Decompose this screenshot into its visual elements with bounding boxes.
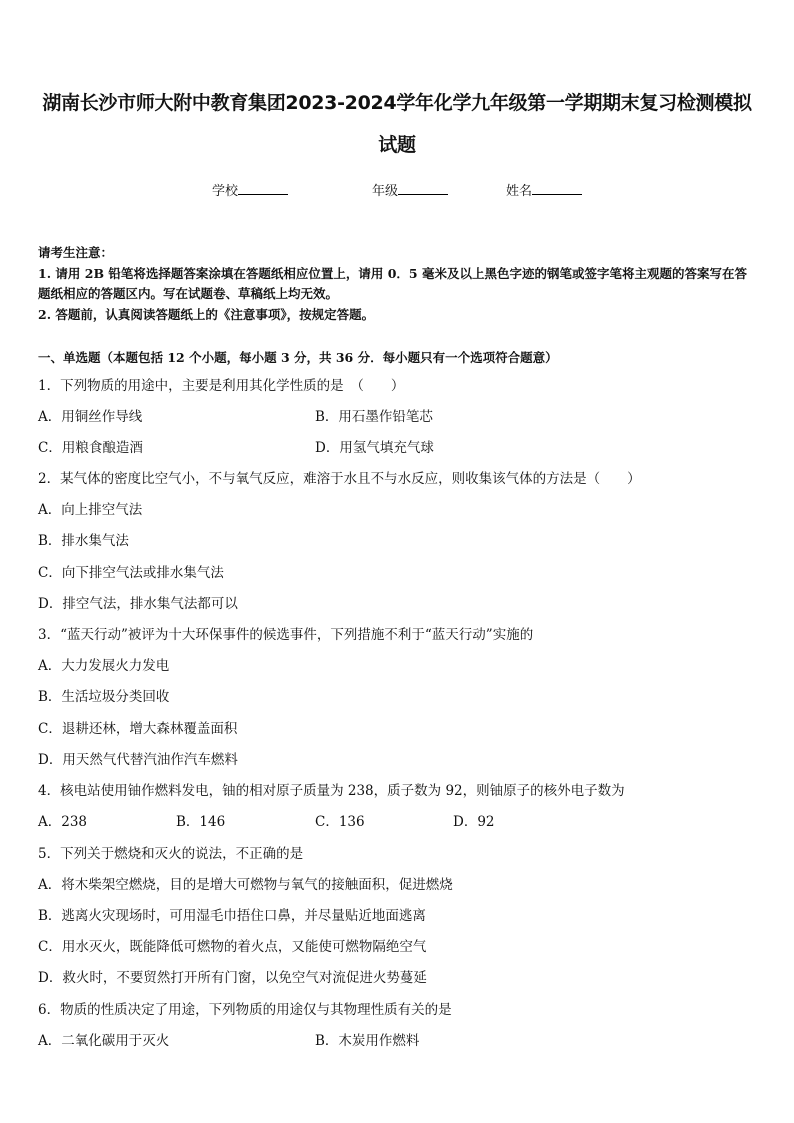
question-6-stem: 6．物质的性质决定了用途，下列物质的用途仅与其物理性质有关的是 [38, 1002, 452, 1018]
question-5-option-b: B．逃离火灾现场时，可用湿毛巾捂住口鼻，并尽量贴近地面逃离 [38, 908, 426, 924]
question-2-option-b: B．排水集气法 [38, 533, 129, 549]
notice-item-1: 1. 请用 2B 铅笔将选择题答案涂填在答题纸相应位置上，请用 0．5 毫米及以上黑色字迹的钢笔或签字笔将主观题的答案写在答题纸相应的答题区内。写在试题卷、草稿纸上均无效。 [38, 265, 747, 301]
school-blank[interactable] [238, 182, 288, 195]
question-5-option-d: D．救火时，不要贸然打开所有门窗，以免空气对流促进火势蔓延 [38, 970, 427, 986]
question-4-option-d: D．92 [453, 814, 495, 830]
question-3-option-b: B．生活垃圾分类回收 [38, 689, 170, 705]
page-title: 湖南长沙市师大附中教育集团2023-2024学年化学九年级第一学期期末复习检测模拟 [42, 92, 752, 114]
name-blank[interactable] [532, 182, 582, 195]
page-title-continued: 试题 [378, 134, 416, 156]
school-field[interactable] [212, 180, 288, 199]
question-1-stem: 1．下列物质的用途中，主要是利用其化学性质的是 （ ） [38, 378, 405, 394]
question-4-option-a: A．238 [38, 814, 88, 830]
question-2-option-a: A．向上排空气法 [38, 502, 143, 518]
question-2-option-c: C．向下排空气法或排水集气法 [38, 565, 224, 581]
question-4-option-c: C．136 [315, 814, 365, 830]
school-label: 学校 [212, 184, 239, 199]
question-3-option-d: D．用天然气代替汽油作汽车燃料 [38, 752, 238, 768]
question-3-option-a: A．大力发展火力发电 [38, 658, 170, 674]
question-1-option-a: A．用铜丝作导线 [38, 409, 143, 425]
question-1-option-c: C．用粮食酿造酒 [38, 440, 143, 456]
question-4-option-b: B．146 [176, 814, 226, 830]
question-4-stem: 4．核电站使用铀作燃料发电，铀的相对原子质量为 238，质子数为 92，则铀原子的核外电子数为 [38, 783, 625, 799]
grade-label: 年级 [372, 184, 399, 199]
question-5-stem: 5．下列关于燃烧和灭火的说法，不正确的是 [38, 846, 304, 862]
question-5-option-a: A．将木柴架空燃烧，目的是增大可燃物与氧气的接触面积，促进燃烧 [38, 877, 453, 893]
question-3-option-c: C．退耕还林，增大森林覆盖面积 [38, 721, 238, 737]
grade-blank[interactable] [398, 182, 448, 195]
question-6-option-a: A．二氧化碳用于灭火 [38, 1033, 170, 1049]
grade-field[interactable] [372, 180, 448, 199]
question-3-stem: 3．“蓝天行动”被评为十大环保事件的候选事件，下列措施不利于“蓝天行动”实施的 [38, 627, 534, 643]
question-1-option-d: D．用氢气填充气球 [315, 440, 434, 456]
name-label: 姓名 [506, 184, 533, 199]
name-field[interactable] [506, 180, 582, 199]
notice-item-2: 2. 答题前，认真阅读答题纸上的《注意事项》，按规定答题。 [38, 306, 375, 322]
question-5-option-c: C．用水灭火，既能降低可燃物的着火点，又能使可燃物隔绝空气 [38, 939, 427, 955]
question-1-option-b: B．用石墨作铅笔芯 [315, 409, 433, 425]
question-2-option-d: D．排空气法，排水集气法都可以 [38, 596, 238, 612]
section-title: 一、单选题（本题包括 12 个小题，每小题 3 分，共 36 分．每小题只有一个选项符合题意） [38, 350, 558, 365]
notice-heading: 请考生注意： [38, 245, 114, 260]
question-2-stem: 2．某气体的密度比空气小，不与氧气反应，难溶于水且不与水反应，则收集该气体的方法是（ ） [38, 471, 641, 487]
question-6-option-b: B．木炭用作燃料 [315, 1033, 420, 1049]
notice-block [38, 243, 758, 325]
